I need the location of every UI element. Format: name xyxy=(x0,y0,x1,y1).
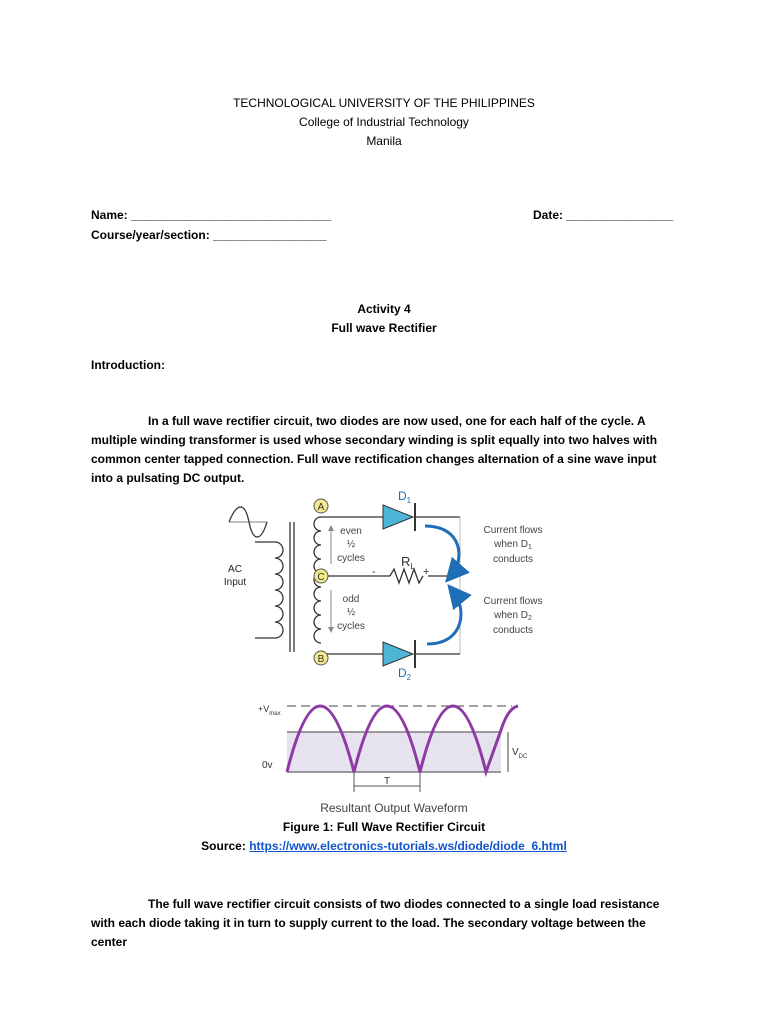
waveform-caption: Resultant Output Waveform xyxy=(320,801,468,815)
figure-source xyxy=(0,838,768,854)
node-b-label: B xyxy=(317,654,325,665)
ac-label-1: AC xyxy=(228,564,242,575)
even-label-1: even xyxy=(340,526,362,537)
rl-label: R xyxy=(401,554,411,569)
activity-number: Activity 4 xyxy=(357,302,411,316)
ac-label-2: Input xyxy=(223,577,247,588)
svg-text:VDC xyxy=(512,747,528,760)
minus-sign: - xyxy=(372,566,376,578)
diode-d1-icon xyxy=(383,503,415,531)
source-label: Source: xyxy=(201,839,246,853)
d1-label: D xyxy=(398,489,407,503)
odd-label-1: odd xyxy=(342,594,360,605)
current-d2-sub: 2 xyxy=(528,615,532,622)
even-label-2: ½ xyxy=(346,539,356,550)
current-d2-2: when D xyxy=(494,610,528,621)
zero-label: 0v xyxy=(262,760,273,771)
city-name: Manila xyxy=(366,134,402,148)
primary-winding xyxy=(255,542,283,638)
date-blank: ________________ xyxy=(566,208,674,222)
svg-text:when D1 xyxy=(493,539,532,551)
name-field xyxy=(91,207,331,223)
current-d2-3: conducts xyxy=(492,625,534,636)
d1-sub: 1 xyxy=(406,496,412,505)
svg-text:RL xyxy=(401,554,415,571)
current-arrow-d2-icon xyxy=(427,591,461,644)
course-label: Course/year/section: xyxy=(91,228,210,242)
body-paragraph: The full wave rectifier circuit consists of two diodes connected to a single load resistance with each diode taking it in turn to supply current to the load. The secondary voltage between the center xyxy=(91,897,660,949)
output-waveform xyxy=(250,700,540,820)
course-field xyxy=(91,227,327,243)
figure-caption: Figure 1: Full Wave Rectifier Circuit xyxy=(282,820,486,834)
svg-text:D1 xyxy=(398,489,412,505)
vmax-sub: max xyxy=(269,711,281,717)
source-link[interactable]: https://www.electronics-tutorials.ws/diode/diode_6.html xyxy=(249,839,567,853)
svg-text:D2 xyxy=(398,666,412,682)
current-arrow-d1-icon xyxy=(425,526,459,576)
odd-label-2: ½ xyxy=(346,607,356,618)
name-blank: ______________________________ xyxy=(131,208,332,222)
diode-d2-icon xyxy=(383,640,415,668)
activity-title: Full wave Rectifier xyxy=(331,321,437,335)
course-blank: _________________ xyxy=(213,228,327,242)
d2-sub: 2 xyxy=(406,673,412,682)
current-d1-1: Current flows xyxy=(483,525,543,536)
current-d2-1: Current flows xyxy=(483,596,543,607)
current-d1-sub: 1 xyxy=(528,544,532,551)
current-d1-3: conducts xyxy=(492,554,534,565)
university-name: TECHNOLOGICAL UNIVERSITY OF THE PHILIPPINES xyxy=(233,96,535,110)
intro-paragraph: In a full wave rectifier circuit, two diodes are now used, one for each half of the cycle. A multiple winding transformer is used whose secondary winding is split equally into two halves with common center tapped connection. Full wave rectification changes alternation of a sine wave input into a pulsating DC output. xyxy=(91,414,658,485)
node-a-label: A xyxy=(317,502,325,513)
college-name: College of Industrial Technology xyxy=(299,115,469,129)
vdc-label: V xyxy=(512,747,519,758)
current-d1-2: when D xyxy=(494,539,528,550)
even-label-3: cycles xyxy=(337,553,365,564)
d2-label: D xyxy=(398,666,407,680)
odd-label-3: cycles xyxy=(337,621,365,632)
introduction-heading: Introduction: xyxy=(91,358,165,372)
rl-sub: L xyxy=(410,562,415,571)
vmax-label: +V xyxy=(258,704,270,714)
svg-text:+Vmax xyxy=(258,704,281,717)
name-label: Name: xyxy=(91,208,128,222)
vdc-sub: DC xyxy=(518,754,528,760)
date-label: Date: xyxy=(533,208,564,222)
node-c-label: C xyxy=(317,572,325,583)
svg-text:when D2 xyxy=(493,610,532,622)
full-wave-rectifier-circuit xyxy=(215,484,555,684)
period-label: T xyxy=(383,776,391,787)
plus-sign: + xyxy=(423,566,430,578)
date-field xyxy=(533,207,673,223)
